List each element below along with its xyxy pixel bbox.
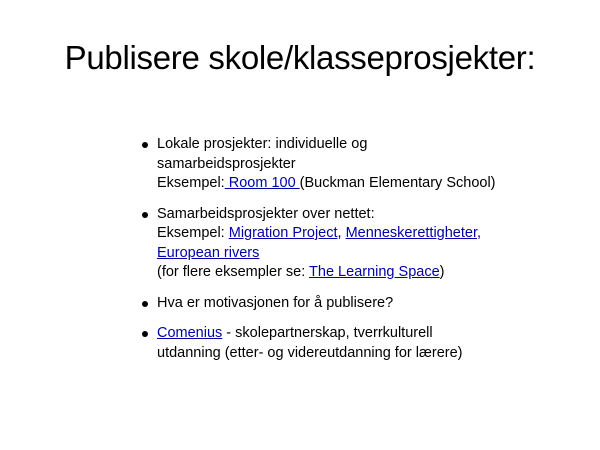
- bullet-icon: [142, 331, 148, 337]
- example-line-continued: [157, 244, 580, 264]
- bullet-icon: [142, 142, 148, 148]
- bullet-list: [140, 135, 580, 374]
- separator: ,: [337, 225, 346, 241]
- bullet-text: Lokale prosjekter: individuelle og: [157, 136, 368, 152]
- bullet-text: utdanning (etter- og videreutdanning for lærere): [157, 344, 463, 361]
- example-prefix: Eksempel:: [157, 175, 225, 191]
- example-line: [157, 174, 580, 194]
- comenius-link[interactable]: Comenius: [157, 325, 223, 341]
- list-item-motivation: [140, 294, 580, 314]
- human-rights-link[interactable]: Menneskerettigheter,: [345, 225, 482, 241]
- bullet-text: - skolepartnerskap, tverrkulturell: [222, 325, 433, 341]
- list-item-local-projects: [140, 135, 580, 194]
- list-item-comenius: [140, 324, 580, 363]
- example-suffix: (Buckman Elementary School): [299, 175, 496, 191]
- bullet-icon: [142, 301, 148, 307]
- bullet-text: Hva er motivasjonen for å publisere?: [157, 294, 394, 311]
- more-suffix: ): [439, 264, 445, 280]
- comenius-line: [157, 324, 580, 344]
- learning-space-link[interactable]: The Learning Space: [309, 264, 440, 280]
- slide-title: Publisere skole/klasseprosjekter:: [64, 39, 536, 76]
- example-prefix: Eksempel:: [157, 225, 229, 241]
- more-prefix: (for flere eksempler se:: [157, 264, 310, 280]
- european-rivers-link[interactable]: European rivers: [157, 244, 260, 261]
- example-line: [157, 224, 580, 244]
- room-100-link[interactable]: Room 100: [224, 175, 300, 191]
- bullet-icon: [142, 212, 148, 218]
- bullet-text: samarbeidsprosjekter: [157, 155, 296, 172]
- more-examples-line: [157, 263, 580, 283]
- bullet-text: Samarbeidsprosjekter over nettet:: [157, 205, 375, 222]
- migration-project-link[interactable]: Migration Project: [228, 225, 338, 241]
- list-item-collaborative-projects: [140, 205, 580, 283]
